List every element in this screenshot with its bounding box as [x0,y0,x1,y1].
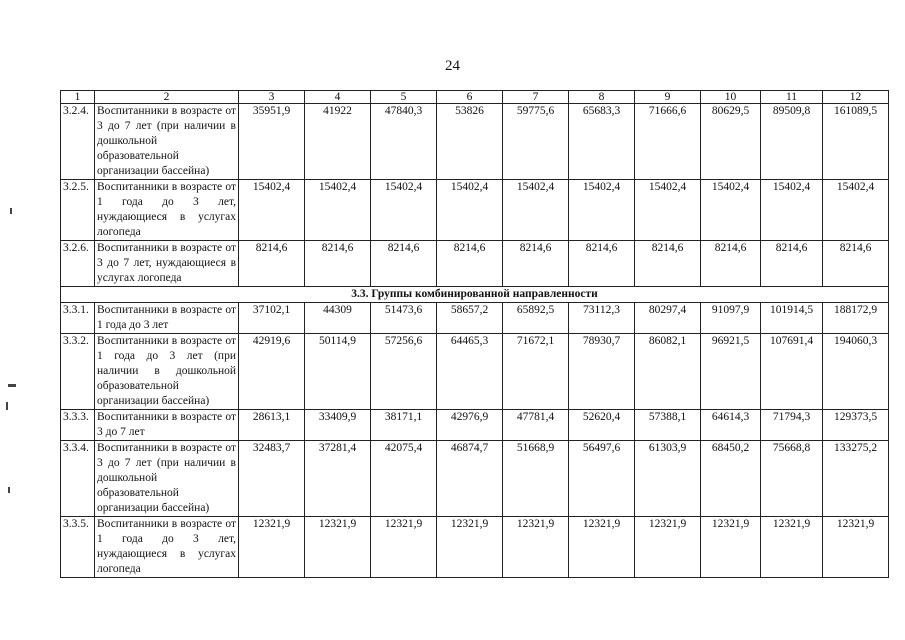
cost-value: 38171,1 [371,410,437,441]
cost-value: 71672,1 [503,334,569,410]
cost-value: 12321,9 [503,517,569,578]
row-number: 3.2.4. [61,104,95,180]
cost-value: 47840,3 [371,104,437,180]
cost-value: 15402,4 [371,180,437,241]
table-row [61,104,889,180]
row-number: 3.3.4. [61,441,95,517]
tariff-table [60,90,889,578]
table-row [61,517,889,578]
column-number: 8 [569,91,635,104]
cost-value: 53826 [437,104,503,180]
cost-value: 107691,4 [761,334,823,410]
cost-value: 15402,4 [635,180,701,241]
table-row [61,334,889,410]
cost-value: 56497,6 [569,441,635,517]
cost-value: 50114,9 [305,334,371,410]
table-row [61,241,889,287]
section-header-row [61,287,889,303]
cost-value: 15402,4 [701,180,761,241]
cost-value: 59775,6 [503,104,569,180]
row-number: 3.3.3. [61,410,95,441]
cost-value: 47781,4 [503,410,569,441]
cost-value: 12321,9 [371,517,437,578]
cost-value: 133275,2 [823,441,889,517]
cost-value: 8214,6 [635,241,701,287]
row-label: Воспитанники в возрасте от 1 года до 3 лет [95,303,239,334]
row-label: Воспитанники в возрасте от 1 года до 3 лет, нуждающиеся в услугах логопеда [95,180,239,241]
cost-value: 161089,5 [823,104,889,180]
scan-mark [6,402,8,410]
cost-value: 42976,9 [437,410,503,441]
cost-value: 129373,5 [823,410,889,441]
cost-value: 12321,9 [701,517,761,578]
cost-value: 12321,9 [437,517,503,578]
cost-value: 80297,4 [635,303,701,334]
cost-value: 8214,6 [823,241,889,287]
cost-value: 71794,3 [761,410,823,441]
column-number: 9 [635,91,701,104]
cost-value: 8214,6 [371,241,437,287]
row-label: Воспитанники в возрасте от 3 до 7 лет (при наличии в дошкольной образовательной организации бассейна) [95,441,239,517]
column-number: 3 [239,91,305,104]
table-row [61,410,889,441]
cost-value: 12321,9 [305,517,371,578]
column-number: 7 [503,91,569,104]
column-number: 10 [701,91,761,104]
cost-value: 51473,6 [371,303,437,334]
cost-value: 12321,9 [761,517,823,578]
cost-value: 35951,9 [239,104,305,180]
row-label: Воспитанники в возрасте от 1 года до 3 лет, нуждающиеся в услугах логопеда [95,517,239,578]
cost-value: 37281,4 [305,441,371,517]
cost-value: 28613,1 [239,410,305,441]
cost-value: 15402,4 [503,180,569,241]
row-number: 3.3.1. [61,303,95,334]
cost-value: 12321,9 [239,517,305,578]
cost-value: 61303,9 [635,441,701,517]
cost-value: 15402,4 [305,180,371,241]
cost-value: 64465,3 [437,334,503,410]
row-number: 3.2.6. [61,241,95,287]
cost-value: 89509,8 [761,104,823,180]
cost-value: 32483,7 [239,441,305,517]
cost-value: 15402,4 [239,180,305,241]
cost-value: 75668,8 [761,441,823,517]
cost-value: 42919,6 [239,334,305,410]
cost-value: 71666,6 [635,104,701,180]
cost-value: 42075,4 [371,441,437,517]
cost-value: 52620,4 [569,410,635,441]
cost-value: 8214,6 [437,241,503,287]
cost-value: 194060,3 [823,334,889,410]
scan-mark [10,208,12,214]
cost-value: 41922 [305,104,371,180]
column-number: 4 [305,91,371,104]
cost-value: 57256,6 [371,334,437,410]
cost-value: 80629,5 [701,104,761,180]
row-number: 3.3.5. [61,517,95,578]
table-row [61,303,889,334]
cost-value: 15402,4 [437,180,503,241]
cost-value: 96921,5 [701,334,761,410]
row-label: Воспитанники в возрасте от 1 года до 3 лет (при наличии в дошкольной образовательной организации бассейна) [95,334,239,410]
cost-value: 101914,5 [761,303,823,334]
cost-value: 73112,3 [569,303,635,334]
cost-value: 44309 [305,303,371,334]
section-title: 3.3. Группы комбинированной направленности [61,287,889,303]
cost-value: 8214,6 [503,241,569,287]
page-number: 24 [445,58,460,74]
column-number: 11 [761,91,823,104]
cost-value: 57388,1 [635,410,701,441]
column-number: 2 [95,91,239,104]
column-number: 12 [823,91,889,104]
table-row [61,180,889,241]
column-number: 6 [437,91,503,104]
cost-value: 51668,9 [503,441,569,517]
column-number: 1 [61,91,95,104]
cost-value: 65683,3 [569,104,635,180]
cost-value: 15402,4 [569,180,635,241]
table-row [61,441,889,517]
cost-value: 8214,6 [701,241,761,287]
cost-value: 15402,4 [761,180,823,241]
cost-value: 12321,9 [823,517,889,578]
row-label: Воспитанники в возрасте от 3 до 7 лет [95,410,239,441]
cost-value: 68450,2 [701,441,761,517]
cost-value: 8214,6 [305,241,371,287]
cost-value: 188172,9 [823,303,889,334]
cost-value: 33409,9 [305,410,371,441]
cost-value: 64614,3 [701,410,761,441]
cost-value: 15402,4 [823,180,889,241]
row-number: 3.3.2. [61,334,95,410]
cost-value: 12321,9 [635,517,701,578]
row-label: Воспитанники в возрасте от 3 до 7 лет (при наличии в дошкольной образовательной организации бассейна) [95,104,239,180]
cost-value: 46874,7 [437,441,503,517]
cost-value: 8214,6 [239,241,305,287]
scan-mark [8,487,10,493]
scan-mark [8,384,16,387]
cost-value: 8214,6 [569,241,635,287]
cost-value: 91097,9 [701,303,761,334]
cost-value: 12321,9 [569,517,635,578]
column-number-row [61,91,889,104]
cost-value: 65892,5 [503,303,569,334]
cost-value: 58657,2 [437,303,503,334]
row-number: 3.2.5. [61,180,95,241]
cost-value: 37102,1 [239,303,305,334]
cost-value: 8214,6 [761,241,823,287]
column-number: 5 [371,91,437,104]
cost-value: 78930,7 [569,334,635,410]
cost-value: 86082,1 [635,334,701,410]
row-label: Воспитанники в возрасте от 3 до 7 лет, нуждающиеся в услугах логопеда [95,241,239,287]
